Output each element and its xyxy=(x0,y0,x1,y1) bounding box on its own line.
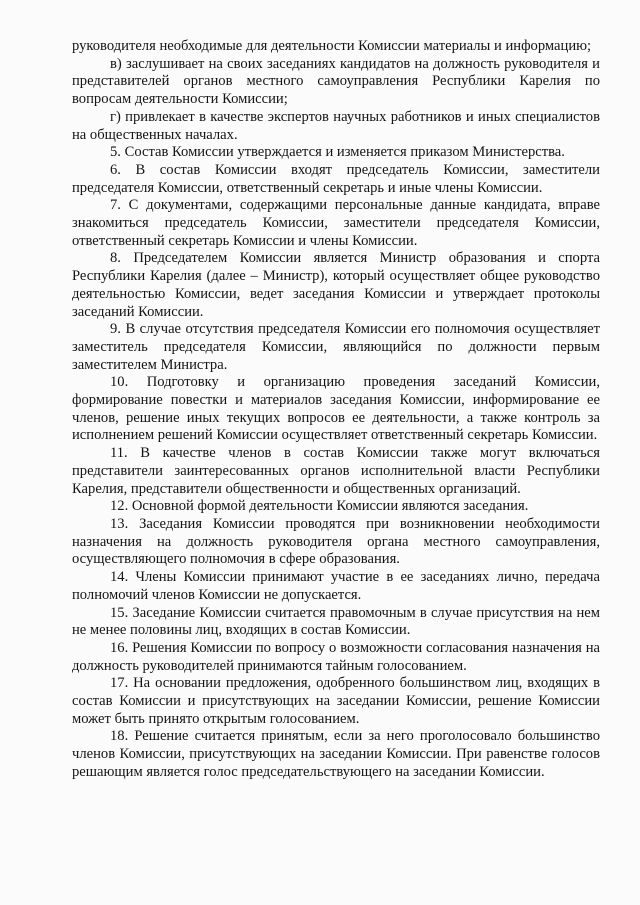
paragraph-17: 17. На основании предложения, одобренного большинством лиц, входящих в состав Комиссии и присутствующих на заседании Комиссии, решение Комиссии может быть принято открытым голосованием. xyxy=(72,675,600,727)
paragraph-6: 6. В состав Комиссии входят председатель Комиссии, заместители председателя Комиссии, ответственный секретарь и иные члены Комиссии. xyxy=(72,161,600,196)
paragraph-7: 7. С документами, содержащими персональные данные кандидата, вправе знакомиться председатель Комиссии, заместители председателя Комиссии, ответственный секретарь Комиссии и члены Комиссии. xyxy=(72,197,600,249)
paragraph-8: 8. Председателем Комиссии является Министр образования и спорта Республики Карелия (далее – Министр), который осуществляет общее руководство деятельностью Комиссии, ведет заседания Комиссии и утверждает протоколы заседаний Комиссии. xyxy=(72,250,600,320)
paragraph-15: 15. Заседание Комиссии считается правомочным в случае присутствия на нем не менее половины лиц, входящих в состав Комиссии. xyxy=(72,604,600,639)
paragraph-14: 14. Члены Комиссии принимают участие в ее заседаниях лично, передача полномочий членов Комиссии не допускается. xyxy=(72,569,600,603)
paragraph-10: 10. Подготовку и организацию проведения заседаний Комиссии, формирование повестки и материалов заседания Комиссии, информирование ее членов, решение иных текущих вопросов ее деятельности, а также контроль за исполнением решений Комиссии осуществляет ответственный секретарь Комиссии. xyxy=(72,374,600,444)
paragraph-item-v: в) заслушивает на своих заседаниях кандидатов на должность руководителя и представителей органов местного самоуправления Республики Карелия по вопросам деятельности Комиссии; xyxy=(72,55,600,108)
paragraph-9: 9. В случае отсутствия председателя Комиссии его полномочия осуществляет заместитель председателя Комиссии, являющийся по должности первым заместителем Министра. xyxy=(72,321,600,373)
paragraph-13: 13. Заседания Комиссии проводятся при возникновении необходимости назначения на должность руководителя органа местного самоуправления, осуществляющего полномочия в сфере образования. xyxy=(72,515,600,568)
paragraph-5: 5. Состав Комиссии утверждается и изменяется приказом Министерства. xyxy=(110,144,565,161)
paragraph-12: 12. Основной формой деятельности Комиссии являются заседания. xyxy=(110,498,529,515)
document-body xyxy=(72,38,600,782)
paragraph-18: 18. Решение считается принятым, если за него проголосовало большинство членов Комиссии, присутствующих на заседании Комиссии. При равенстве голосов решающим является голос председательствующего на заседании Комиссии. xyxy=(72,728,600,780)
paragraph-11: 11. В качестве членов в состав Комиссии также могут включаться представители заинтересованных органов исполнительной власти Республики Карелия, представители общественности и общественных организаций. xyxy=(72,445,600,497)
paragraph-item-g: г) привлекает в качестве экспертов научных работников и иных специалистов на общественных началах. xyxy=(72,108,600,143)
paragraph-continuation: руководителя необходимые для деятельности Комиссии материалы и информацию; xyxy=(72,38,592,54)
paragraph-16: 16. Решения Комиссии по вопросу о возможности согласования назначения на должность руководителей принимаются тайным голосованием. xyxy=(72,639,600,674)
